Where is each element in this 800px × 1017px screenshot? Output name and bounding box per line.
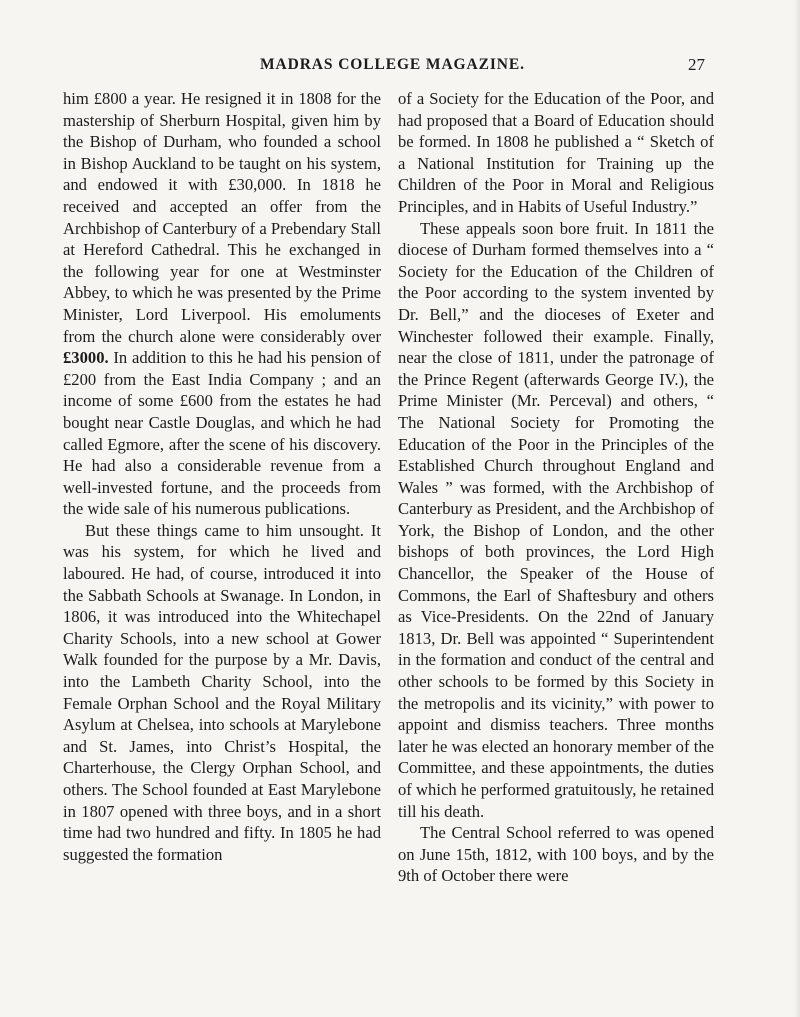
left-paragraph-2: But these things came to him unsought. It was his system, for which he lived and laboured. He had, of course, introduced it into the Sabbath Schools at Swanage. In London, in 1806, it was introduced into the Whitechapel Charity Schools, into a new school at Gower Walk founded for the purpose by a Mr. Davis, into the Lambeth Charity School, into the Female Orphan School and the Royal Military Asylum at Chelsea, into schools at Marylebone and St. James, into Christ’s Hospital, the Charterhouse, the Clergy Orphan School, and others. The School founded at East Marylebone in 1807 opened with three boys, and in a short time had two hundred and fifty. In 1805 he had suggested the formation	[63, 520, 381, 864]
page-number: 27	[688, 55, 705, 74]
left-paragraph-1-bold-amount: £3000.	[63, 348, 109, 368]
left-paragraph-1	[63, 88, 381, 520]
right-paragraph-2: These appeals soon bore fruit. In 1811 the diocese of Durham formed themselves into a “ Society for the Education of the Children of the Poor according to the system invented by Dr. Bell,” and the dioceses of Exeter and Winchester followed their example. Finally, near the close of 1811, under the patronage of the Prince Regent (afterwards George IV.), the Prime Minister (Mr. Perceval) and others, “ The National Society for Promoting the Education of the Poor in the Principles of the Established Church throughout England and Wales ” was formed, with the Archbishop of Canterbury as President, and the Archbishop of York, the Bishop of London, and the other bishops of both provinces, the Lord High Chancellor, the Speaker of the House of Commons, the Earl of Shaftesbury and others as Vice-Presidents. On the 22nd of January 1813, Dr. Bell was appointed “ Superintendent in the formation and conduct of the central and other schools to be formed by this Society in the metropolis and its vicinity,” with power to appoint and dismiss teachers. Three months later he was elected an honorary member of the Committee, and these appointments, the duties of which he performed gratuitously, he retained till his death.	[398, 218, 714, 821]
right-paragraph-3: The Central School referred to was opened on June 15th, 1812, with 100 boys, and by the 9th of October there were	[398, 823, 714, 886]
running-head: MADRAS COLLEGE MAGAZINE.	[260, 56, 525, 73]
left-paragraph-1-part-a: him £800 a year. He resigned it in 1808 for the mastership of Sherburn Hospital, given him by the Bishop of Durham, who founded a school in Bishop Auckland to be taught on his system, and endowed it with £30,000. In 1818 he received and accepted an offer from the Archbishop of Canterbury of a Prebendary Stall at Hereford Cathedral. This he exchanged in the following year for one at Westminster Abbey, to which he was presented by the Prime Minister, Lord Liverpool. His emoluments from the church alone were considerably over	[63, 89, 381, 346]
right-column	[398, 88, 714, 887]
left-column	[63, 88, 381, 865]
right-paragraph-1: of a Society for the Education of the Poor, and had proposed that a Board of Education should be formed. In 1808 he published a “ Sketch of a National Institution for Training up the Children of the Poor in Moral and Religious Principles, and in Habits of Useful Industry.”	[398, 89, 714, 216]
left-paragraph-1-part-b: In addition to this he had his pension of £200 from the East India Company ; and an income of some £600 from the estates he had bought near Castle Douglas, and which he had called Egmore, after the scene of his discovery. He had also a considerable revenue from a well-invested fortune, and the proceeds from the wide sale of his numerous publications.	[63, 348, 381, 519]
page-edge-shadow	[794, 0, 800, 1017]
